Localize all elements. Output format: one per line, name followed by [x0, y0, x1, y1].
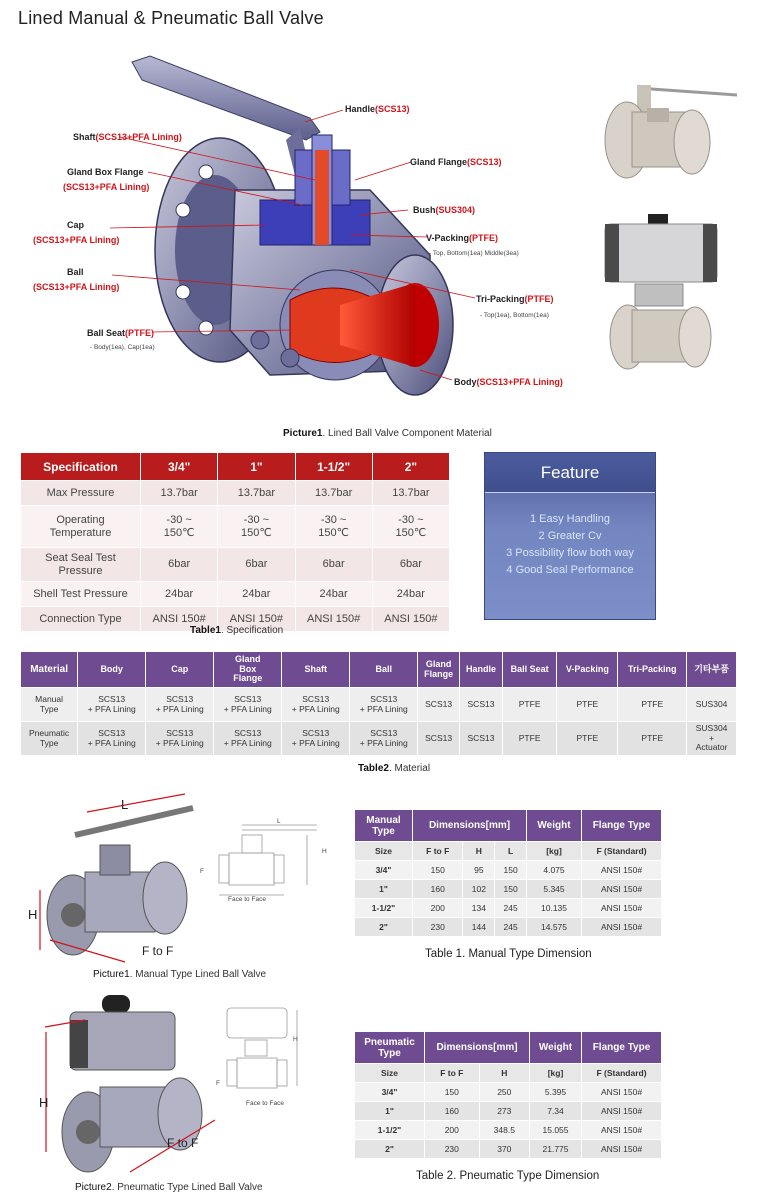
- dim-cell: 7.34: [530, 1102, 582, 1121]
- dim-label-L: L: [121, 797, 129, 812]
- spec-cell: 13.7bar: [218, 481, 295, 506]
- feature-item: 2 Greater Cv: [538, 530, 602, 542]
- material-cell: PTFE: [618, 688, 687, 722]
- dim-header-cell: Flange Type: [582, 1032, 662, 1064]
- dim-cell: 160: [425, 1102, 480, 1121]
- spec-cell: 6bar: [372, 548, 449, 582]
- spec-cell: 6bar: [295, 548, 372, 582]
- spec-cell: 24bar: [141, 582, 218, 607]
- material-cell: SCS13 + PFA Lining: [214, 722, 282, 756]
- picture1-caption: Picture1. Lined Ball Valve Component Material: [283, 428, 492, 439]
- manual-valve-photo: [592, 70, 742, 195]
- spec-cell: ANSI 150#: [372, 607, 449, 632]
- material-header-cell: Gland Flange: [418, 652, 460, 688]
- dim-cell: ANSI 150#: [582, 880, 662, 899]
- schematic-label-H: H: [322, 848, 327, 855]
- spec-cell: Connection Type: [21, 607, 141, 632]
- dim-cell: 245: [495, 899, 527, 918]
- material-table: [20, 651, 737, 756]
- dim-cell: 200: [425, 1121, 480, 1140]
- dim-cell: ANSI 150#: [582, 1083, 662, 1102]
- spec-row: [21, 481, 450, 506]
- dim-cell: 134: [463, 899, 495, 918]
- dim-header-cell: Dimensions[mm]: [413, 810, 527, 842]
- material-cell: SCS13: [418, 688, 460, 722]
- spec-row: [21, 506, 450, 548]
- material-header-row: [21, 652, 737, 688]
- dim-cell: 102: [463, 880, 495, 899]
- label-ball-seat-sub: - Body(1ea), Cap(1ea): [90, 344, 155, 351]
- dim-subheader-cell: [kg]: [530, 1064, 582, 1083]
- dim-cell: 150: [495, 880, 527, 899]
- dim-cell: 95: [463, 861, 495, 880]
- material-cell: SCS13: [459, 722, 502, 756]
- dim-cell: 245: [495, 918, 527, 937]
- spec-cell: 24bar: [295, 582, 372, 607]
- spec-cell: 24bar: [218, 582, 295, 607]
- dim-cell: 14.575: [527, 918, 582, 937]
- dim-cell: 3/4": [355, 1083, 425, 1102]
- spec-header-cell: 2": [372, 453, 449, 481]
- pneumatic-type-schematic: [215, 1000, 305, 1110]
- feature-item: 3 Possibility flow both way: [506, 547, 634, 559]
- dim-cell: ANSI 150#: [582, 1102, 662, 1121]
- material-cell: SUS304: [687, 688, 737, 722]
- dim-row: [355, 1121, 662, 1140]
- page-title: Lined Manual & Pneumatic Ball Valve: [18, 8, 324, 28]
- spec-cell: Seat Seal Test Pressure: [21, 548, 141, 582]
- material-row: [21, 688, 737, 722]
- material-cell: PTFE: [618, 722, 687, 756]
- ball-valve-cutaway-illustration: [10, 40, 600, 425]
- label-bush: Bush(SUS304): [413, 205, 476, 215]
- dim-cell: ANSI 150#: [582, 918, 662, 937]
- material-header-cell: Cap: [146, 652, 214, 688]
- manual-type-dimension-drawing: [25, 790, 200, 965]
- dim-row: [355, 918, 662, 937]
- dim-cell: 230: [413, 918, 463, 937]
- spec-row: [21, 582, 450, 607]
- feature-title: Feature: [485, 453, 655, 493]
- dim-cell: 150: [425, 1083, 480, 1102]
- dim-label-H: H: [28, 907, 38, 922]
- label-cap-mat: (SCS13+PFA Lining): [33, 235, 120, 245]
- material-header-cell: Material: [21, 652, 78, 688]
- schematic-label-H: H: [293, 1036, 298, 1043]
- material-header-cell: Tri-Packing: [618, 652, 687, 688]
- feature-panel: [484, 452, 656, 620]
- schematic-label-F: F: [216, 1080, 220, 1087]
- dim-cell: 2": [355, 918, 413, 937]
- dim-header-cell: Manual Type: [355, 810, 413, 842]
- material-header-cell: Shaft: [282, 652, 350, 688]
- label-v-packing: V-Packing(PTFE): [426, 233, 499, 243]
- dim-subheader-cell: Size: [355, 1064, 425, 1083]
- dim-cell: 144: [463, 918, 495, 937]
- schematic-label-F: F: [200, 868, 204, 875]
- dim-cell: 150: [495, 861, 527, 880]
- pneumatic-picture-caption: Picture2. Pneumatic Type Lined Ball Valve: [75, 1182, 263, 1193]
- dim-subheader-cell: Size: [355, 842, 413, 861]
- spec-cell: -30 ~ 150℃: [218, 506, 295, 548]
- dim-cell: 1": [355, 880, 413, 899]
- dim-subheader-row: [355, 1064, 662, 1083]
- spec-cell: -30 ~ 150℃: [372, 506, 449, 548]
- dim-cell: 3/4": [355, 861, 413, 880]
- label-tri-packing: Tri-Packing(PTFE): [476, 294, 554, 304]
- material-cell: Pneumatic Type: [21, 722, 78, 756]
- material-cell: SCS13 + PFA Lining: [146, 722, 214, 756]
- dim-cell: 273: [479, 1102, 529, 1121]
- material-cell: SCS13 + PFA Lining: [78, 722, 146, 756]
- dim-cell: 4.075: [527, 861, 582, 880]
- material-header-cell: 기타부품: [687, 652, 737, 688]
- pneumatic-dim-header-row: [355, 1032, 662, 1064]
- manual-dim-caption: Table 1. Manual Type Dimension: [425, 948, 592, 960]
- label-cap: Cap: [67, 220, 85, 230]
- dim-subheader-cell: F (Standard): [582, 842, 662, 861]
- spec-cell: 13.7bar: [295, 481, 372, 506]
- spec-cell: Operating Temperature: [21, 506, 141, 548]
- dim-cell: ANSI 150#: [582, 1121, 662, 1140]
- dim-cell: 1-1/2": [355, 899, 413, 918]
- manual-dim-header-row: [355, 810, 662, 842]
- material-cell: SCS13: [418, 722, 460, 756]
- schematic-face-to-face: Face to Face: [246, 1100, 284, 1107]
- material-header-cell: Ball: [350, 652, 418, 688]
- spec-cell: 13.7bar: [141, 481, 218, 506]
- dim-subheader-cell: H: [479, 1064, 529, 1083]
- spec-cell: ANSI 150#: [218, 607, 295, 632]
- dim-header-cell: Flange Type: [582, 810, 662, 842]
- manual-picture-caption: Picture1. Manual Type Lined Ball Valve: [93, 969, 267, 980]
- dim-header-cell: Dimensions[mm]: [425, 1032, 530, 1064]
- label-tri-packing-sub: - Top(1ea), Bottom(1ea): [480, 312, 549, 319]
- feature-item: 1 Easy Handling: [529, 513, 611, 525]
- material-cell: PTFE: [557, 688, 618, 722]
- dim-cell: 200: [413, 899, 463, 918]
- label-gland-flange: Gland Flange(SCS13): [410, 157, 502, 167]
- label-gland-box-flange: Gland Box Flange: [67, 167, 144, 177]
- material-cell: SCS13: [459, 688, 502, 722]
- dim-cell: 370: [479, 1140, 529, 1159]
- dim-row: [355, 1102, 662, 1121]
- dim-cell: 1-1/2": [355, 1121, 425, 1140]
- material-header-cell: Handle: [459, 652, 502, 688]
- dim-header-cell: Weight: [527, 810, 582, 842]
- dim-header-cell: Pneumatic Type: [355, 1032, 425, 1064]
- dim-subheader-cell: H: [463, 842, 495, 861]
- label-ball-mat: (SCS13+PFA Lining): [33, 282, 120, 292]
- spec-header-row: [21, 453, 450, 481]
- dim-cell: 150: [413, 861, 463, 880]
- dim-cell: 160: [413, 880, 463, 899]
- material-cell: SCS13 + PFA Lining: [350, 722, 418, 756]
- schematic-label-L: L: [277, 818, 281, 825]
- material-cell: PTFE: [503, 722, 557, 756]
- schematic-face-to-face: Face to Face: [228, 896, 266, 903]
- material-cell: SUS304 + Actuator: [687, 722, 737, 756]
- spec-cell: 6bar: [218, 548, 295, 582]
- spec-cell: Shell Test Pressure: [21, 582, 141, 607]
- spec-cell: 13.7bar: [372, 481, 449, 506]
- material-header-cell: Body: [78, 652, 146, 688]
- spec-cell: 6bar: [141, 548, 218, 582]
- dim-row: [355, 1140, 662, 1159]
- dim-subheader-cell: L: [495, 842, 527, 861]
- label-handle: Handle(SCS13): [345, 104, 410, 114]
- specification-table: [20, 452, 450, 632]
- table1-caption: Table1. Specification: [190, 625, 284, 636]
- dim-cell: 230: [425, 1140, 480, 1159]
- dim-label-f-to-f: F to F: [142, 944, 174, 958]
- spec-header-cell: 3/4": [141, 453, 218, 481]
- material-cell: PTFE: [557, 722, 618, 756]
- dim-row: [355, 899, 662, 918]
- label-shaft: Shaft(SCS13+PFA Lining): [73, 132, 182, 142]
- material-cell: SCS13 + PFA Lining: [214, 688, 282, 722]
- label-ball-seat: Ball Seat(PTFE): [87, 328, 155, 338]
- dim-label-f-to-f: F to F: [167, 1136, 199, 1150]
- dim-cell: 2": [355, 1140, 425, 1159]
- spec-cell: -30 ~ 150℃: [141, 506, 218, 548]
- dim-cell: 10.135: [527, 899, 582, 918]
- spec-cell: 24bar: [372, 582, 449, 607]
- material-cell: SCS13 + PFA Lining: [146, 688, 214, 722]
- table2-caption: Table2. Material: [358, 763, 431, 774]
- pneumatic-valve-photo: [600, 212, 730, 372]
- material-row: [21, 722, 737, 756]
- spec-header-cell: Specification: [21, 453, 141, 481]
- dim-row: [355, 1083, 662, 1102]
- dim-cell: 5.395: [530, 1083, 582, 1102]
- spec-cell: -30 ~ 150℃: [295, 506, 372, 548]
- dim-cell: 5.345: [527, 880, 582, 899]
- manual-type-schematic: [197, 815, 332, 905]
- label-ball: Ball: [67, 267, 84, 277]
- material-cell: PTFE: [503, 688, 557, 722]
- spec-cell: ANSI 150#: [141, 607, 218, 632]
- dim-cell: ANSI 150#: [582, 861, 662, 880]
- spec-row: [21, 548, 450, 582]
- dim-row: [355, 861, 662, 880]
- dim-cell: ANSI 150#: [582, 1140, 662, 1159]
- dim-row: [355, 880, 662, 899]
- material-header-cell: Ball Seat: [503, 652, 557, 688]
- spec-cell: Max Pressure: [21, 481, 141, 506]
- material-cell: Manual Type: [21, 688, 78, 722]
- manual-dimension-table: [354, 809, 662, 937]
- pneumatic-type-dimension-drawing: [30, 992, 220, 1180]
- dim-cell: 15.055: [530, 1121, 582, 1140]
- dim-cell: 21.775: [530, 1140, 582, 1159]
- pneumatic-dimension-table: [354, 1031, 662, 1159]
- dim-subheader-row: [355, 842, 662, 861]
- feature-list: [485, 511, 655, 579]
- dim-label-H: H: [39, 1095, 49, 1110]
- feature-item: 4 Good Seal Performance: [506, 564, 634, 576]
- dim-cell: 250: [479, 1083, 529, 1102]
- material-cell: SCS13 + PFA Lining: [282, 722, 350, 756]
- dim-subheader-cell: F to F: [425, 1064, 480, 1083]
- dim-subheader-cell: F (Standard): [582, 1064, 662, 1083]
- material-header-cell: Gland Box Flange: [214, 652, 282, 688]
- label-gland-box-flange-mat: (SCS13+PFA Lining): [63, 182, 150, 192]
- spec-header-cell: 1-1/2": [295, 453, 372, 481]
- dim-subheader-cell: F to F: [413, 842, 463, 861]
- material-cell: SCS13 + PFA Lining: [78, 688, 146, 722]
- dim-subheader-cell: [kg]: [527, 842, 582, 861]
- dim-header-cell: Weight: [530, 1032, 582, 1064]
- material-cell: SCS13 + PFA Lining: [350, 688, 418, 722]
- material-header-cell: V-Packing: [557, 652, 618, 688]
- dim-cell: 348.5: [479, 1121, 529, 1140]
- label-body: Body(SCS13+PFA Lining): [454, 377, 563, 387]
- spec-cell: ANSI 150#: [295, 607, 372, 632]
- label-v-packing-sub: - Top, Bottom(1ea) Middle(3ea): [429, 250, 519, 257]
- material-cell: SCS13 + PFA Lining: [282, 688, 350, 722]
- spec-header-cell: 1": [218, 453, 295, 481]
- dim-cell: ANSI 150#: [582, 899, 662, 918]
- pneumatic-dim-caption: Table 2. Pneumatic Type Dimension: [416, 1170, 600, 1182]
- dim-cell: 1": [355, 1102, 425, 1121]
